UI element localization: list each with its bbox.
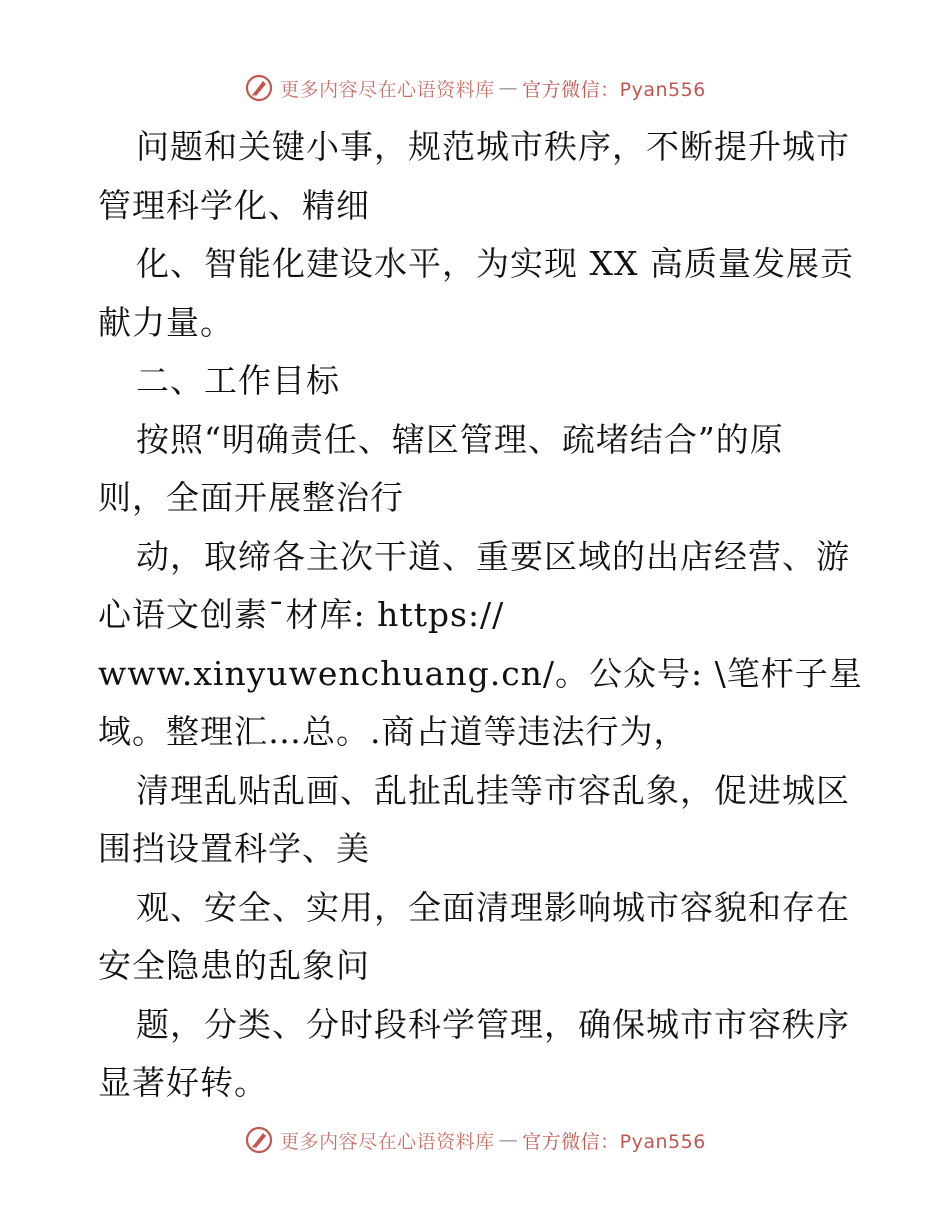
header-watermark: [0, 70, 950, 106]
watermark-text: 更多内容尽在心语资料库: [280, 78, 495, 101]
text-line: 显著好转。: [98, 1063, 268, 1102]
text-line: 安全隐患的乱象问: [98, 946, 370, 985]
text-line: 按照“明确责任、辖区管理、疏堵结合”的原: [136, 419, 784, 459]
watermark-contact: 官方微信：Pyan556: [522, 1130, 706, 1153]
pen-nib-circle-icon: [244, 1125, 274, 1155]
text-line: 问题和关键小事，规范城市秩序，不断提升城市: [136, 127, 850, 166]
watermark-separator: —: [498, 1129, 519, 1151]
watermark-separator: —: [498, 77, 519, 99]
text-line: 动，取缔各主次干道、重要区域的出店经营、游: [136, 536, 850, 576]
text-line: 献力量。: [98, 302, 234, 342]
pen-nib-circle-icon: [244, 73, 274, 103]
text-line: 心语文创素¯材库: https://: [98, 595, 505, 634]
text-line: 题，分类、分时段科学管理，确保城市市容秩序: [136, 1004, 850, 1044]
text-line: 二、工作目标: [136, 361, 340, 400]
text-line: 管理科学化、精细: [98, 185, 370, 225]
text-line: 域。整理汇…总。.商占道等违法行为，: [98, 712, 688, 751]
document-body: [98, 118, 863, 1113]
watermark-contact: 官方微信：Pyan556: [522, 78, 706, 101]
text-line: 围挡设置科学、美: [98, 829, 370, 868]
text-line: 观、安全、实用，全面清理影响城市容貌和存在: [136, 887, 850, 927]
watermark-text: 更多内容尽在心语资料库: [280, 1130, 495, 1153]
footer-watermark: [0, 1122, 950, 1158]
text-line: www.xinyuwenchuang.cn/。公众号: \笔杆子星: [98, 653, 863, 693]
text-line: 则，全面开展整治行: [98, 478, 404, 517]
text-line: 化、智能化建设水平，为实现 XX 高质量发展贡: [136, 244, 854, 283]
text-line: 清理乱贴乱画、乱扯乱挂等市容乱象，促进城区: [136, 770, 850, 810]
